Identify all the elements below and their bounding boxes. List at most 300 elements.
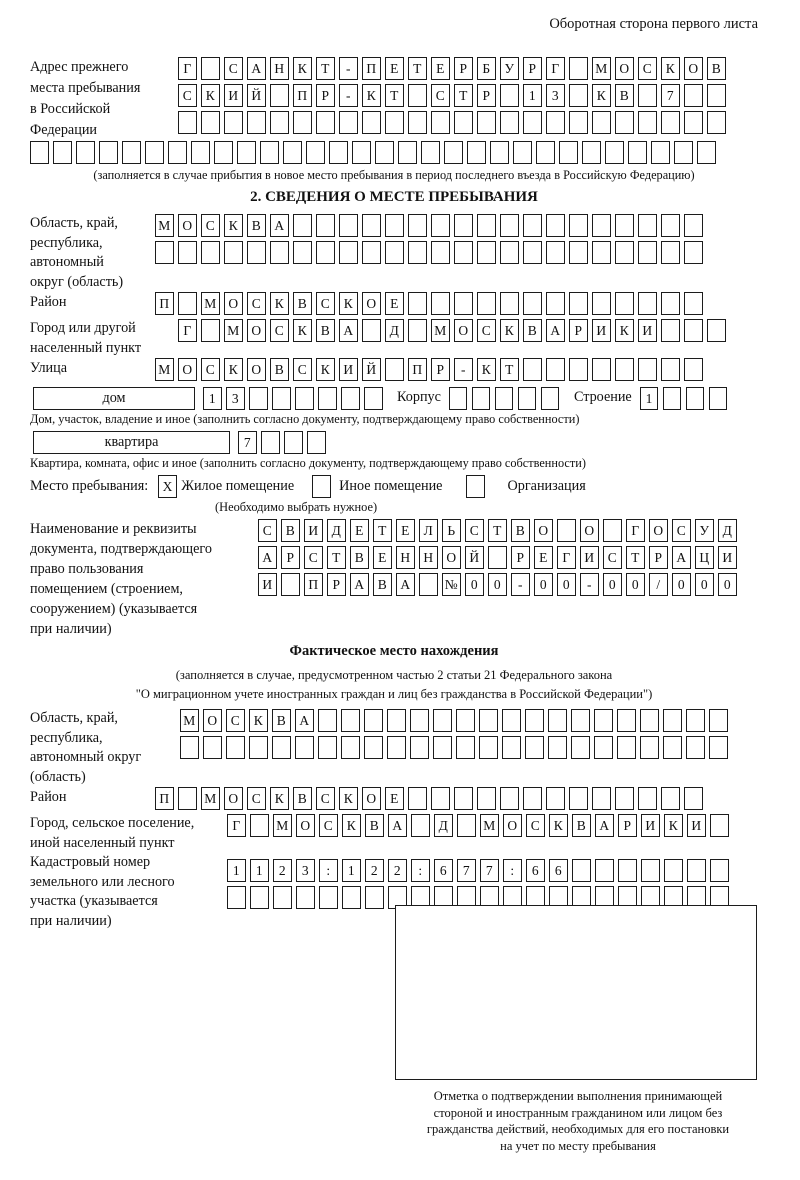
char-box[interactable]: М [431, 319, 450, 342]
char-box[interactable] [293, 111, 312, 134]
char-box[interactable] [178, 111, 197, 134]
char-box[interactable]: : [319, 859, 338, 882]
char-box[interactable]: 1 [250, 859, 269, 882]
char-box[interactable]: О [503, 814, 522, 837]
char-box[interactable] [605, 141, 624, 164]
char-box[interactable] [410, 736, 429, 759]
char-box[interactable]: А [546, 319, 565, 342]
char-box[interactable] [502, 736, 521, 759]
char-box[interactable] [408, 84, 427, 107]
char-box[interactable] [546, 292, 565, 315]
char-box[interactable]: О [247, 358, 266, 381]
char-box[interactable] [569, 84, 588, 107]
char-box[interactable] [500, 84, 519, 107]
char-box[interactable] [122, 141, 141, 164]
char-box[interactable] [479, 736, 498, 759]
char-box[interactable]: 1 [523, 84, 542, 107]
char-box[interactable] [525, 709, 544, 732]
char-box[interactable]: Ь [442, 519, 461, 542]
char-box[interactable] [421, 141, 440, 164]
char-box[interactable] [710, 859, 729, 882]
char-box[interactable]: А [396, 573, 415, 596]
char-box[interactable] [467, 141, 486, 164]
char-box[interactable]: 7 [661, 84, 680, 107]
char-box[interactable]: 6 [549, 859, 568, 882]
char-box[interactable] [686, 736, 705, 759]
char-box[interactable]: И [304, 519, 323, 542]
char-box[interactable]: К [664, 814, 683, 837]
char-box[interactable] [687, 859, 706, 882]
char-box[interactable] [431, 292, 450, 315]
char-box[interactable]: К [224, 358, 243, 381]
char-box[interactable] [408, 319, 427, 342]
char-box[interactable] [638, 787, 657, 810]
char-box[interactable] [339, 241, 358, 264]
char-box[interactable] [546, 787, 565, 810]
char-box[interactable]: С [431, 84, 450, 107]
char-box[interactable]: 0 [603, 573, 622, 596]
char-box[interactable] [651, 141, 670, 164]
char-box[interactable] [707, 111, 726, 134]
char-box[interactable] [513, 141, 532, 164]
char-box[interactable]: И [339, 358, 358, 381]
char-box[interactable] [686, 709, 705, 732]
char-box[interactable] [638, 241, 657, 264]
char-box[interactable] [454, 111, 473, 134]
char-box[interactable]: В [272, 709, 291, 732]
char-box[interactable] [709, 709, 728, 732]
char-box[interactable] [385, 358, 404, 381]
char-box[interactable]: А [247, 57, 266, 80]
char-box[interactable]: Р [523, 57, 542, 80]
char-box[interactable]: О [454, 319, 473, 342]
char-box[interactable] [433, 736, 452, 759]
char-box[interactable] [684, 292, 703, 315]
char-box[interactable] [30, 141, 49, 164]
char-box[interactable] [582, 141, 601, 164]
char-box[interactable]: Р [511, 546, 530, 569]
char-box[interactable] [408, 787, 427, 810]
char-box[interactable] [281, 573, 300, 596]
char-box[interactable] [456, 736, 475, 759]
char-box[interactable]: С [178, 84, 197, 107]
char-box[interactable]: А [339, 319, 358, 342]
char-box[interactable]: Г [546, 57, 565, 80]
char-box[interactable]: И [580, 546, 599, 569]
char-box[interactable]: О [684, 57, 703, 80]
char-box[interactable]: И [592, 319, 611, 342]
char-box[interactable] [307, 431, 326, 454]
char-box[interactable] [270, 84, 289, 107]
char-box[interactable]: Р [431, 358, 450, 381]
char-box[interactable]: М [592, 57, 611, 80]
char-box[interactable]: К [339, 787, 358, 810]
char-box[interactable]: В [247, 214, 266, 237]
char-box[interactable]: Р [569, 319, 588, 342]
char-box[interactable]: М [155, 358, 174, 381]
char-box[interactable]: 1 [203, 387, 222, 410]
char-box[interactable] [352, 141, 371, 164]
char-box[interactable]: М [224, 319, 243, 342]
char-box[interactable] [457, 814, 476, 837]
char-box[interactable] [595, 859, 614, 882]
char-box[interactable]: А [595, 814, 614, 837]
char-box[interactable] [454, 292, 473, 315]
char-box[interactable] [295, 736, 314, 759]
char-box[interactable] [456, 709, 475, 732]
char-box[interactable] [53, 141, 72, 164]
char-box[interactable]: 1 [342, 859, 361, 882]
char-box[interactable] [686, 387, 705, 410]
char-box[interactable]: П [362, 57, 381, 80]
char-box[interactable]: - [511, 573, 530, 596]
char-box[interactable] [477, 787, 496, 810]
char-box[interactable] [272, 736, 291, 759]
char-box[interactable] [569, 214, 588, 237]
char-box[interactable]: К [224, 214, 243, 237]
char-box[interactable] [536, 141, 555, 164]
char-box[interactable]: О [580, 519, 599, 542]
char-box[interactable] [387, 709, 406, 732]
char-box[interactable]: С [526, 814, 545, 837]
char-box[interactable] [342, 886, 361, 909]
char-box[interactable] [260, 141, 279, 164]
char-box[interactable] [684, 358, 703, 381]
char-box[interactable]: - [339, 57, 358, 80]
char-box[interactable]: В [365, 814, 384, 837]
char-box[interactable]: С [201, 358, 220, 381]
char-box[interactable]: 0 [626, 573, 645, 596]
char-box[interactable]: О [534, 519, 553, 542]
char-box[interactable] [408, 241, 427, 264]
char-box[interactable]: О [178, 214, 197, 237]
char-box[interactable]: К [293, 57, 312, 80]
char-box[interactable] [272, 387, 291, 410]
char-box[interactable]: Т [373, 519, 392, 542]
char-box[interactable] [341, 709, 360, 732]
char-box[interactable] [316, 241, 335, 264]
char-box[interactable]: 0 [672, 573, 691, 596]
char-box[interactable]: К [316, 358, 335, 381]
char-box[interactable] [569, 57, 588, 80]
char-box[interactable]: Д [718, 519, 737, 542]
char-box[interactable] [594, 736, 613, 759]
char-box[interactable] [250, 814, 269, 837]
char-box[interactable] [663, 709, 682, 732]
char-box[interactable]: № [442, 573, 461, 596]
char-box[interactable]: Т [408, 57, 427, 80]
char-box[interactable] [638, 292, 657, 315]
residential-checkbox[interactable]: X [158, 475, 177, 498]
char-box[interactable] [201, 111, 220, 134]
char-box[interactable] [375, 141, 394, 164]
char-box[interactable] [319, 886, 338, 909]
char-box[interactable]: Е [373, 546, 392, 569]
char-box[interactable] [362, 214, 381, 237]
char-box[interactable] [557, 519, 576, 542]
char-box[interactable]: Е [396, 519, 415, 542]
char-box[interactable]: 0 [695, 573, 714, 596]
char-box[interactable]: Г [557, 546, 576, 569]
char-box[interactable]: 7 [238, 431, 257, 454]
char-box[interactable]: Е [350, 519, 369, 542]
char-box[interactable]: С [224, 57, 243, 80]
char-box[interactable]: 7 [457, 859, 476, 882]
char-box[interactable] [341, 387, 360, 410]
char-box[interactable] [283, 141, 302, 164]
char-box[interactable]: Р [477, 84, 496, 107]
char-box[interactable]: К [477, 358, 496, 381]
char-box[interactable] [449, 387, 468, 410]
char-box[interactable]: К [293, 319, 312, 342]
char-box[interactable] [592, 241, 611, 264]
char-box[interactable] [559, 141, 578, 164]
char-box[interactable] [270, 111, 289, 134]
char-box[interactable]: В [615, 84, 634, 107]
char-box[interactable] [502, 709, 521, 732]
char-box[interactable] [674, 141, 693, 164]
char-box[interactable]: Т [385, 84, 404, 107]
char-box[interactable] [640, 736, 659, 759]
char-box[interactable] [273, 886, 292, 909]
char-box[interactable] [523, 214, 542, 237]
char-box[interactable]: М [201, 292, 220, 315]
char-box[interactable] [664, 859, 683, 882]
char-box[interactable]: 0 [718, 573, 737, 596]
char-box[interactable] [684, 214, 703, 237]
char-box[interactable] [500, 292, 519, 315]
char-box[interactable] [224, 241, 243, 264]
char-box[interactable]: В [511, 519, 530, 542]
char-box[interactable] [571, 736, 590, 759]
char-box[interactable]: Д [327, 519, 346, 542]
char-box[interactable] [408, 292, 427, 315]
char-box[interactable]: С [293, 358, 312, 381]
char-box[interactable] [594, 709, 613, 732]
char-box[interactable] [454, 241, 473, 264]
char-box[interactable]: 3 [296, 859, 315, 882]
char-box[interactable] [569, 787, 588, 810]
char-box[interactable] [284, 431, 303, 454]
char-box[interactable] [362, 241, 381, 264]
char-box[interactable]: Е [534, 546, 553, 569]
char-box[interactable] [477, 111, 496, 134]
char-box[interactable] [615, 358, 634, 381]
char-box[interactable]: И [641, 814, 660, 837]
char-box[interactable] [237, 141, 256, 164]
char-box[interactable]: П [155, 292, 174, 315]
char-box[interactable] [247, 111, 266, 134]
char-box[interactable]: Т [500, 358, 519, 381]
char-box[interactable] [618, 859, 637, 882]
char-box[interactable]: Т [626, 546, 645, 569]
char-box[interactable]: В [316, 319, 335, 342]
char-box[interactable] [640, 709, 659, 732]
char-box[interactable] [500, 111, 519, 134]
char-box[interactable]: С [316, 787, 335, 810]
char-box[interactable] [661, 358, 680, 381]
char-box[interactable] [99, 141, 118, 164]
char-box[interactable]: Р [618, 814, 637, 837]
char-box[interactable] [592, 358, 611, 381]
char-box[interactable] [454, 214, 473, 237]
char-box[interactable]: С [226, 709, 245, 732]
char-box[interactable] [454, 787, 473, 810]
char-box[interactable]: Г [227, 814, 246, 837]
char-box[interactable] [479, 709, 498, 732]
char-box[interactable] [316, 214, 335, 237]
char-box[interactable]: Н [396, 546, 415, 569]
char-box[interactable] [203, 736, 222, 759]
char-box[interactable]: О [296, 814, 315, 837]
char-box[interactable] [663, 387, 682, 410]
char-box[interactable]: В [350, 546, 369, 569]
char-box[interactable] [707, 319, 726, 342]
char-box[interactable] [592, 787, 611, 810]
char-box[interactable] [541, 387, 560, 410]
char-box[interactable]: 2 [365, 859, 384, 882]
char-box[interactable]: А [672, 546, 691, 569]
char-box[interactable]: С [638, 57, 657, 80]
char-box[interactable]: Й [247, 84, 266, 107]
char-box[interactable]: 2 [388, 859, 407, 882]
char-box[interactable] [684, 111, 703, 134]
char-box[interactable]: Е [385, 787, 404, 810]
char-box[interactable]: М [201, 787, 220, 810]
char-box[interactable]: Н [419, 546, 438, 569]
char-box[interactable] [191, 141, 210, 164]
char-box[interactable]: О [224, 292, 243, 315]
char-box[interactable]: 0 [534, 573, 553, 596]
char-box[interactable]: С [258, 519, 277, 542]
char-box[interactable] [408, 214, 427, 237]
char-box[interactable]: К [249, 709, 268, 732]
char-box[interactable]: С [477, 319, 496, 342]
char-box[interactable]: О [442, 546, 461, 569]
char-box[interactable]: 3 [546, 84, 565, 107]
char-box[interactable] [385, 111, 404, 134]
char-box[interactable] [617, 736, 636, 759]
char-box[interactable] [661, 214, 680, 237]
char-box[interactable]: М [155, 214, 174, 237]
char-box[interactable] [495, 387, 514, 410]
char-box[interactable] [477, 214, 496, 237]
char-box[interactable] [201, 241, 220, 264]
char-box[interactable]: А [258, 546, 277, 569]
char-box[interactable] [500, 787, 519, 810]
char-box[interactable] [387, 736, 406, 759]
char-box[interactable] [247, 241, 266, 264]
char-box[interactable]: Р [327, 573, 346, 596]
char-box[interactable] [178, 787, 197, 810]
char-box[interactable] [261, 431, 280, 454]
char-box[interactable]: Е [431, 57, 450, 80]
char-box[interactable] [180, 736, 199, 759]
char-box[interactable]: / [649, 573, 668, 596]
char-box[interactable] [490, 141, 509, 164]
char-box[interactable] [638, 84, 657, 107]
char-box[interactable] [339, 111, 358, 134]
char-box[interactable] [523, 111, 542, 134]
char-box[interactable] [145, 141, 164, 164]
char-box[interactable] [615, 111, 634, 134]
char-box[interactable]: И [224, 84, 243, 107]
char-box[interactable] [525, 736, 544, 759]
char-box[interactable] [362, 111, 381, 134]
char-box[interactable]: 0 [557, 573, 576, 596]
char-box[interactable] [433, 709, 452, 732]
char-box[interactable] [661, 111, 680, 134]
char-box[interactable] [411, 814, 430, 837]
char-box[interactable] [398, 141, 417, 164]
char-box[interactable] [293, 241, 312, 264]
char-box[interactable] [523, 292, 542, 315]
char-box[interactable]: М [480, 814, 499, 837]
char-box[interactable] [270, 241, 289, 264]
char-box[interactable] [572, 859, 591, 882]
char-box[interactable]: К [339, 292, 358, 315]
char-box[interactable]: В [373, 573, 392, 596]
char-box[interactable]: 7 [480, 859, 499, 882]
char-box[interactable]: К [201, 84, 220, 107]
char-box[interactable]: Е [385, 292, 404, 315]
char-box[interactable] [710, 814, 729, 837]
char-box[interactable]: Т [327, 546, 346, 569]
char-box[interactable] [638, 111, 657, 134]
char-box[interactable] [569, 111, 588, 134]
char-box[interactable] [569, 241, 588, 264]
char-box[interactable] [571, 709, 590, 732]
char-box[interactable] [339, 214, 358, 237]
char-box[interactable] [661, 292, 680, 315]
char-box[interactable]: О [649, 519, 668, 542]
char-box[interactable] [385, 214, 404, 237]
char-box[interactable] [431, 111, 450, 134]
char-box[interactable]: К [362, 84, 381, 107]
char-box[interactable] [628, 141, 647, 164]
char-box[interactable] [592, 292, 611, 315]
char-box[interactable] [548, 709, 567, 732]
char-box[interactable]: И [638, 319, 657, 342]
char-box[interactable] [295, 387, 314, 410]
char-box[interactable] [385, 241, 404, 264]
char-box[interactable]: П [155, 787, 174, 810]
char-box[interactable] [477, 241, 496, 264]
char-box[interactable]: У [500, 57, 519, 80]
char-box[interactable] [431, 214, 450, 237]
char-box[interactable] [638, 214, 657, 237]
char-box[interactable]: Д [434, 814, 453, 837]
char-box[interactable] [697, 141, 716, 164]
char-box[interactable]: У [695, 519, 714, 542]
char-box[interactable] [293, 214, 312, 237]
char-box[interactable]: И [687, 814, 706, 837]
char-box[interactable] [615, 787, 634, 810]
char-box[interactable] [615, 292, 634, 315]
char-box[interactable] [684, 787, 703, 810]
char-box[interactable]: 6 [434, 859, 453, 882]
char-box[interactable]: С [201, 214, 220, 237]
char-box[interactable] [168, 141, 187, 164]
char-box[interactable]: П [304, 573, 323, 596]
char-box[interactable]: В [281, 519, 300, 542]
char-box[interactable]: Е [385, 57, 404, 80]
char-box[interactable]: С [603, 546, 622, 569]
char-box[interactable] [364, 387, 383, 410]
char-box[interactable]: Т [316, 57, 335, 80]
char-box[interactable] [684, 319, 703, 342]
other-premises-checkbox[interactable] [312, 475, 331, 498]
